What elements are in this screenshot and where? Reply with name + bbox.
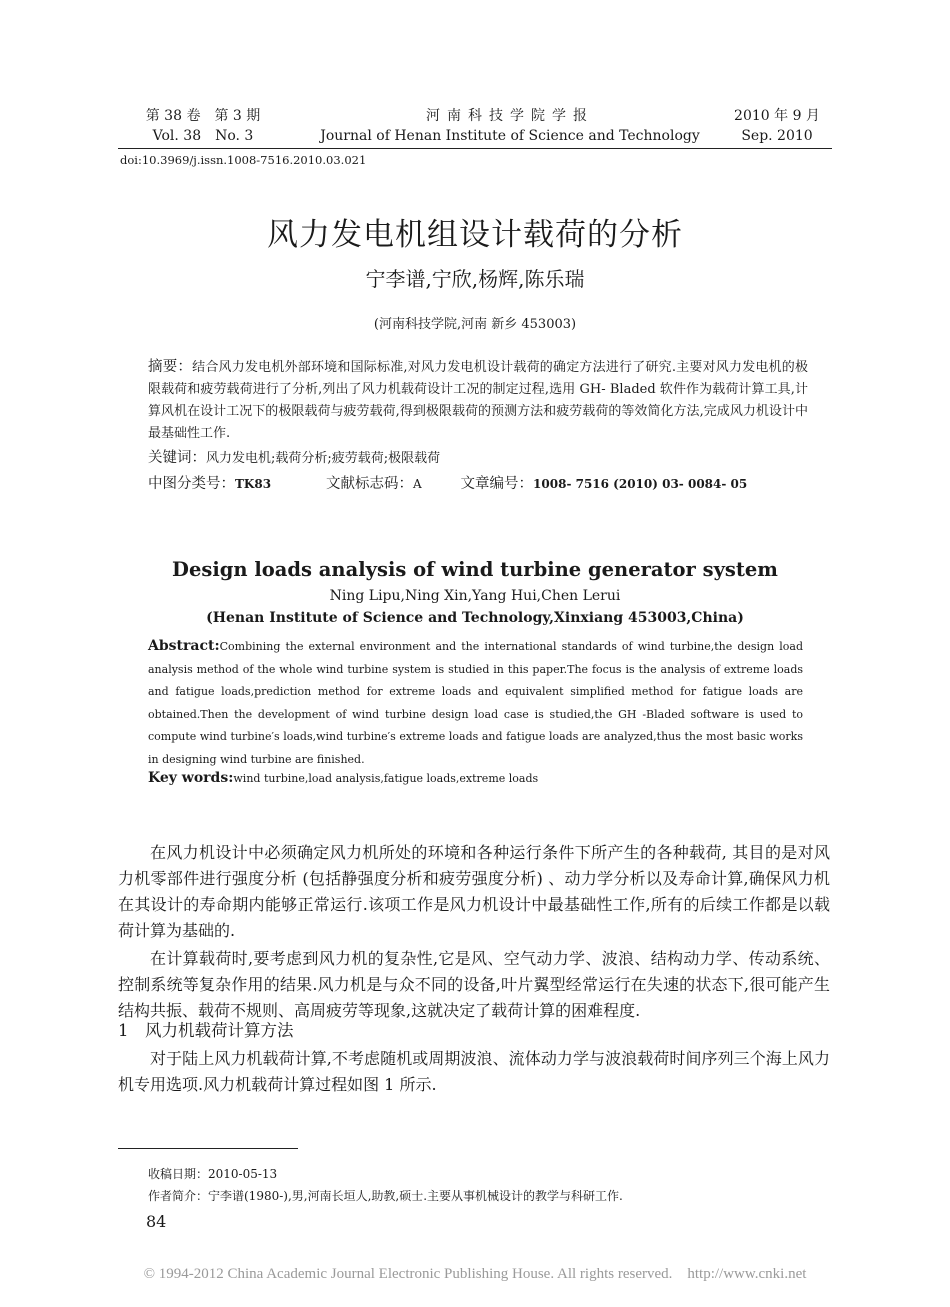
english-abstract: [148, 635, 803, 771]
clc-value: TK83: [235, 477, 272, 491]
abstract-zh: [148, 356, 808, 445]
paper-authors: 宁李谱,宁欣,杨辉,陈乐瑞: [365, 267, 585, 291]
abstract-zh-label: 摘要：: [148, 359, 193, 375]
footnote-rule: [118, 1148, 298, 1149]
doi: doi:10.3969/j.issn.1008-7516.2010.03.021: [120, 153, 367, 167]
keywords-zh-label: 关键词：: [148, 450, 206, 466]
english-abstract-label: Abstract:: [148, 638, 220, 654]
article-number-label: 文章编号：: [460, 476, 534, 492]
english-abstract-text: Combining the external environment and the international standards of wind turbine,the design load analysis method of the whole wind turbine system is studied in this paper.The focus is the analysis of extreme loads and fatigue loads,prediction method for extreme loads and equivalent simplified method for fatigue loads are obtained.Then the development of wind turbine design load case is studied,the GH -Bladed software is used to compute wind turbine′s loads,wind turbine′s extreme loads and fatigue loads are analyzed,thus the most basic works in designing wind turbine are finished.: [148, 640, 803, 766]
body-section1: [118, 1046, 830, 1098]
english-authors: Ning Lipu,Ning Xin,Yang Hui,Chen Lerui: [329, 588, 621, 604]
body-paragraph: 在风力机设计中必须确定风力机所处的环境和各种运行条件下所产生的各种载荷, 其目的是对风力机零部件进行强度分析 (包括静强度分析和疲劳强度分析) 、动力学分析以及寿命计算,确保风力机在其设计的寿命期内能够正常运行.该项工作是风力机设计中最基础性工作,所有的后续工作都是以载荷计算为基础的.: [118, 843, 830, 940]
header-date-zh: 2010 年 9 月: [734, 108, 820, 124]
header-journal-zh: 河南科技学院学报: [426, 108, 594, 124]
clc-label: 中图分类号：: [148, 476, 235, 492]
english-keywords-label: Key words:: [148, 770, 234, 786]
english-keywords-text: wind turbine,load analysis,fatigue loads,extreme loads: [233, 772, 539, 785]
english-affiliation: (Henan Institute of Science and Technology,Xinxiang 453003,China): [206, 610, 744, 626]
header-date: [722, 106, 832, 146]
copyright-notice: © 1994-2012 China Academic Journal Electronic Publishing House. All rights reserved. http://www.cnki.net: [143, 1266, 807, 1282]
keywords-zh-text: 风力发电机;载荷分析;疲劳载荷;极限载荷: [206, 451, 441, 466]
header-journal: [300, 106, 720, 146]
doc-code-label: 文献标志码：: [325, 476, 413, 492]
paper-title: 风力发电机组设计载荷的分析: [267, 217, 683, 253]
doc-code-value: A: [412, 477, 422, 491]
header-rule: [118, 148, 832, 149]
keywords-zh: [148, 447, 440, 470]
english-keywords: [148, 770, 538, 786]
footnote-author: 作者简介：宁李谱(1980-),男,河南长垣人,助教,硕士.主要从事机械设计的教学与科研工作.: [148, 1189, 623, 1203]
footnote-received: 收稿日期：2010-05-13: [148, 1167, 278, 1181]
classification-line: [148, 473, 747, 495]
header-journal-en: Journal of Henan Institute of Science and Technology: [320, 128, 700, 144]
page-number: 84: [146, 1212, 167, 1231]
header-date-en: Sep. 2010: [741, 128, 813, 144]
english-title: Design loads analysis of wind turbine generator system: [172, 558, 778, 581]
section-heading: 1 风力机载荷计算方法: [118, 1021, 294, 1040]
body-paragraph: 在计算载荷时,要考虑到风力机的复杂性,它是风、空气动力学、波浪、结构动力学、传动系统、控制系统等复杂作用的结果.风力机是与众不同的设备,叶片翼型经常运行在失速的状态下,很可能产生结构共振、载荷不规则、高周疲劳等现象,这就决定了载荷计算的困难程度.: [118, 949, 830, 1020]
paper-affiliation: (河南科技学院,河南 新乡 453003): [373, 317, 577, 332]
article-number-value: 1008- 7516 (2010) 03- 0084- 05: [533, 477, 748, 491]
body-paragraph: 对于陆上风力机载荷计算,不考虑随机或周期波浪、流体动力学与波浪载荷时间序列三个海上风力机专用选项.风力机载荷计算过程如图 1 所示.: [118, 1049, 830, 1094]
abstract-zh-text: 结合风力发电机外部环境和国际标准,对风力发电机设计载荷的确定方法进行了研究.主要对风力发电机的极限载荷和疲劳载荷进行了分析,列出了风力机载荷设计工况的制定过程,选用 GH- Bladed 软件作为载荷计算工具,计算风机在设计工况下的极限载荷与疲劳载荷,得到极限载荷的预测方法和疲劳载荷的等效简化方法,完成风力机设计中最基础性工作.: [148, 360, 809, 441]
body-intro: [118, 840, 830, 1024]
header-volume-en: Vol. 38 No. 3: [152, 128, 254, 144]
header-volume: [128, 106, 278, 146]
header-volume-zh: 第 38 卷 第 3 期: [145, 108, 261, 124]
